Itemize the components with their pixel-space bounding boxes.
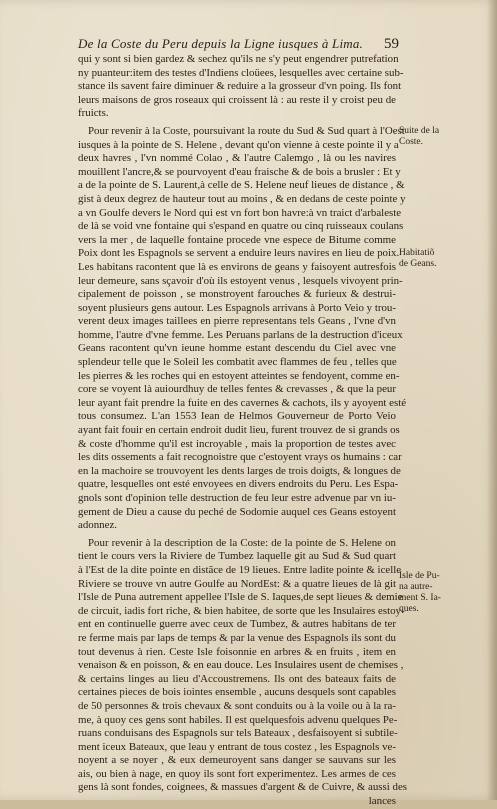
text-line: tous consumez. L'an 1553 Iean de Helmos Gouverneur de Porto Veio	[78, 410, 396, 423]
text-line: vers la mer , de laquelle fontaine procede vne espece de Bitume comme	[78, 233, 396, 246]
text-line: les pierres & les roches qui en estoyent atteintes se fendoyent, comme en-	[78, 369, 400, 382]
text-line: ny puanteur:item des testes d'Indiens cloüees, lesquelles avec certaine sub-	[78, 66, 404, 79]
text-line: me, à quoy ces gens sont habiles. Il est quelquesfois advenu quelques Pe-	[78, 713, 398, 726]
text-line: a de la pointe de S. Laurent,à celle de S. Helene neuf lieues de distance , &	[78, 179, 405, 192]
margin-note-line: ment S. Ia-	[399, 593, 441, 603]
text-line: a vn Goulfe devers le Nord qui est vn fort bon havre:à vn traict d'arbaleste	[78, 206, 402, 219]
text-line: cipalement de poisson , se monstroyent farouches & furieux & destrui-	[78, 288, 396, 301]
text-line: Poix dont les Espagnols se servent a enduire leurs navires en lieu de poix.	[78, 247, 400, 260]
text-line: gist à deux degrez de hauteur tout au moins , & en dedans de ceste pointe y	[78, 192, 406, 205]
text-line: ruans conduisans des Espagnols sur tels Bateaux , desfaisoyent si subtile-	[78, 727, 398, 740]
text-line: gement de Dieu a cause du peché de Sodomie auquel ces Geans estoyent	[78, 505, 396, 518]
text-line: Geans racontent qu'vn ieune homme estant descendu du Ciel avec vne	[78, 342, 396, 355]
text-line: de 50 personnes & trois chevaux & sont conduits ou à la voile ou à la ra-	[78, 699, 396, 712]
text-line: l'Isle de Puna autrement appellee l'Isle de S. Iaques,de sept lieues & demie	[78, 591, 403, 604]
text-line: stance ils savent faire diminuer & reduire a la grosseur d'vn poing. Ils font	[78, 80, 402, 93]
text-line: Les habitans racontent que là es environs de geans y faisoyent autresfois	[78, 260, 396, 273]
margin-note-habitation-de-geans	[399, 248, 451, 270]
text-line: re ferme mais par laps de temps & par la venue des Espagnols ils sont du	[78, 631, 396, 644]
page-edge-shadow	[487, 0, 497, 800]
margin-note-line: na autre-	[399, 582, 433, 592]
margin-note-line: Habitatiõ	[399, 248, 435, 258]
text-line: certaines pieces de bois iointes ensemble , aucuns desquels sont capables	[78, 686, 396, 699]
text-line: core se voyent là auiourdhuy de telles fentes & crevasses , & que la peur	[78, 383, 396, 396]
text-line: tient le cours vers la Riviere de Tumbez laquelle git au Sud & Sud quart	[78, 550, 396, 563]
body-text	[78, 53, 408, 809]
running-title: De la Coste du Peru depuis la Ligne iusques à Lima.	[78, 36, 363, 51]
text-line: deux havres , l'vn nommé Colao , & l'autre Calemgo , là ou les navires	[78, 152, 396, 165]
text-line: adonnez.	[78, 519, 118, 532]
margin-note-suite-de-la-coste	[399, 126, 451, 148]
text-line: noyent a se noyer , & eux demeuroyent sans danger se sauvans sur les	[78, 754, 396, 767]
margin-note-line: Isle de Pu-	[399, 571, 440, 581]
text-line: homme, l'autre d'vne femme. Les Peruans parlans de la destruction d'iceux	[78, 328, 403, 341]
text-line: à l'Est de la dite pointe en distãce de 19 lieues. Entre ladite pointe & icelle	[78, 563, 402, 576]
text-line: iusques à la pointe de S. Helene , devant qu'on vienne à ceste pointe il y a	[78, 138, 399, 151]
text-line: qui y sont si bien gardez & sechez qu'ils ne s'y peut engendrer putrefation	[78, 53, 399, 65]
margin-note-line: Suite de la	[399, 126, 440, 136]
margin-note-isle-de-puna	[399, 571, 451, 615]
text-line: de là se void vne fontaine qui s'espand en quatre ou cinq ruisseaux coulans	[78, 220, 404, 233]
text-line: gnols sont d'opinion telle destruction de feu leur estre advenue par vn iu-	[78, 492, 396, 504]
page-number: 59	[384, 36, 399, 52]
text-line: verent deux images taillees en pierre representans tels Geans , l'vne d'vn	[78, 315, 396, 328]
margin-note-line: de Geans.	[399, 259, 437, 269]
text-line: & certains linges au lieu d'Accoustremens. Ils ont des bateaux faits de	[78, 672, 396, 685]
text-line: leur demeure, sans sçavoir d'où ils estoyent venus , lesquels vivoyent prin-	[78, 274, 403, 287]
text-line: splendeur telle que le Soleil les combatit avec flammes de feu , telles que	[78, 356, 397, 369]
text-line: ais, ou bien à nage, en quoy ils sont fort experimentez. Les armes de ces	[78, 767, 396, 780]
margin-note-line: Coste.	[399, 137, 424, 147]
text-line: ent en continuelle guerre avec ceux de Tumbez, & autres habitans de ter	[78, 618, 396, 631]
text-line: fruicts.	[78, 107, 109, 120]
text-line: Pour revenir à la Coste, poursuivant la route du Sud & Sud quart à l'Oest	[88, 124, 405, 137]
text-line: de circuit, iadis fort riche, & bien habitee, de sorte que les Insulaires estoy-	[78, 604, 405, 617]
text-line: tout devenus à rien. Ceste Isle foisonnie en arbres & en fruits , item en	[78, 645, 396, 658]
text-line: venaison & en poisson, & en eau douce. Les Insulaires usent de chemises ,	[78, 659, 404, 672]
text-line: leur ayant fait prendre la fuite en des cavernes & cachots, ils y ayoyent esté	[78, 396, 407, 409]
text-line: gens là sont fondes, coignees, & massues d'argent & de Cuivre, & aussi des	[78, 781, 408, 794]
catchword: lances	[368, 795, 396, 808]
text-line: les dits ossements a fait recognoistre que c'estoyent vrays os humains : car	[78, 451, 402, 464]
text-line: soyent plusieurs gens autour. Les Espagnols arrivans à Porto Veio y trou-	[78, 301, 396, 314]
text-line: Pour revenir à la description de la Coste: de la pointe de S. Helene on	[88, 536, 396, 549]
text-line: ayant fait fouir en certain endroit dudit lieu, furent trouvez de si grands os	[78, 424, 400, 437]
text-line: leurs maisons de gros roseaux qui croissent là : au reste il y croist peu de	[78, 93, 396, 106]
text-line: quatre, lesquelles ont esté envoyees en divers endroits du Peru. Les Espa-	[78, 478, 399, 491]
margin-note-line: ques.	[399, 604, 419, 614]
text-line: mouillent l'ancre,& se pourvoyent d'eau fraische & de bois a brusler : Et y	[78, 165, 401, 178]
text-line: & coste d'homme qu'il est incroyable , mais la proportion de testes avec	[78, 437, 396, 450]
text-line: ment iceux Bateaux, que leau y entrant de tous costez , les Espagnols ve-	[78, 740, 396, 753]
text-line: en la machoire se trouvoyent les dents larges de trois doigts, & longues de	[78, 464, 401, 477]
text-line: Riviere se trouve vn autre Goulfe au NordEst: & a quatre lieues de là git	[78, 577, 396, 590]
